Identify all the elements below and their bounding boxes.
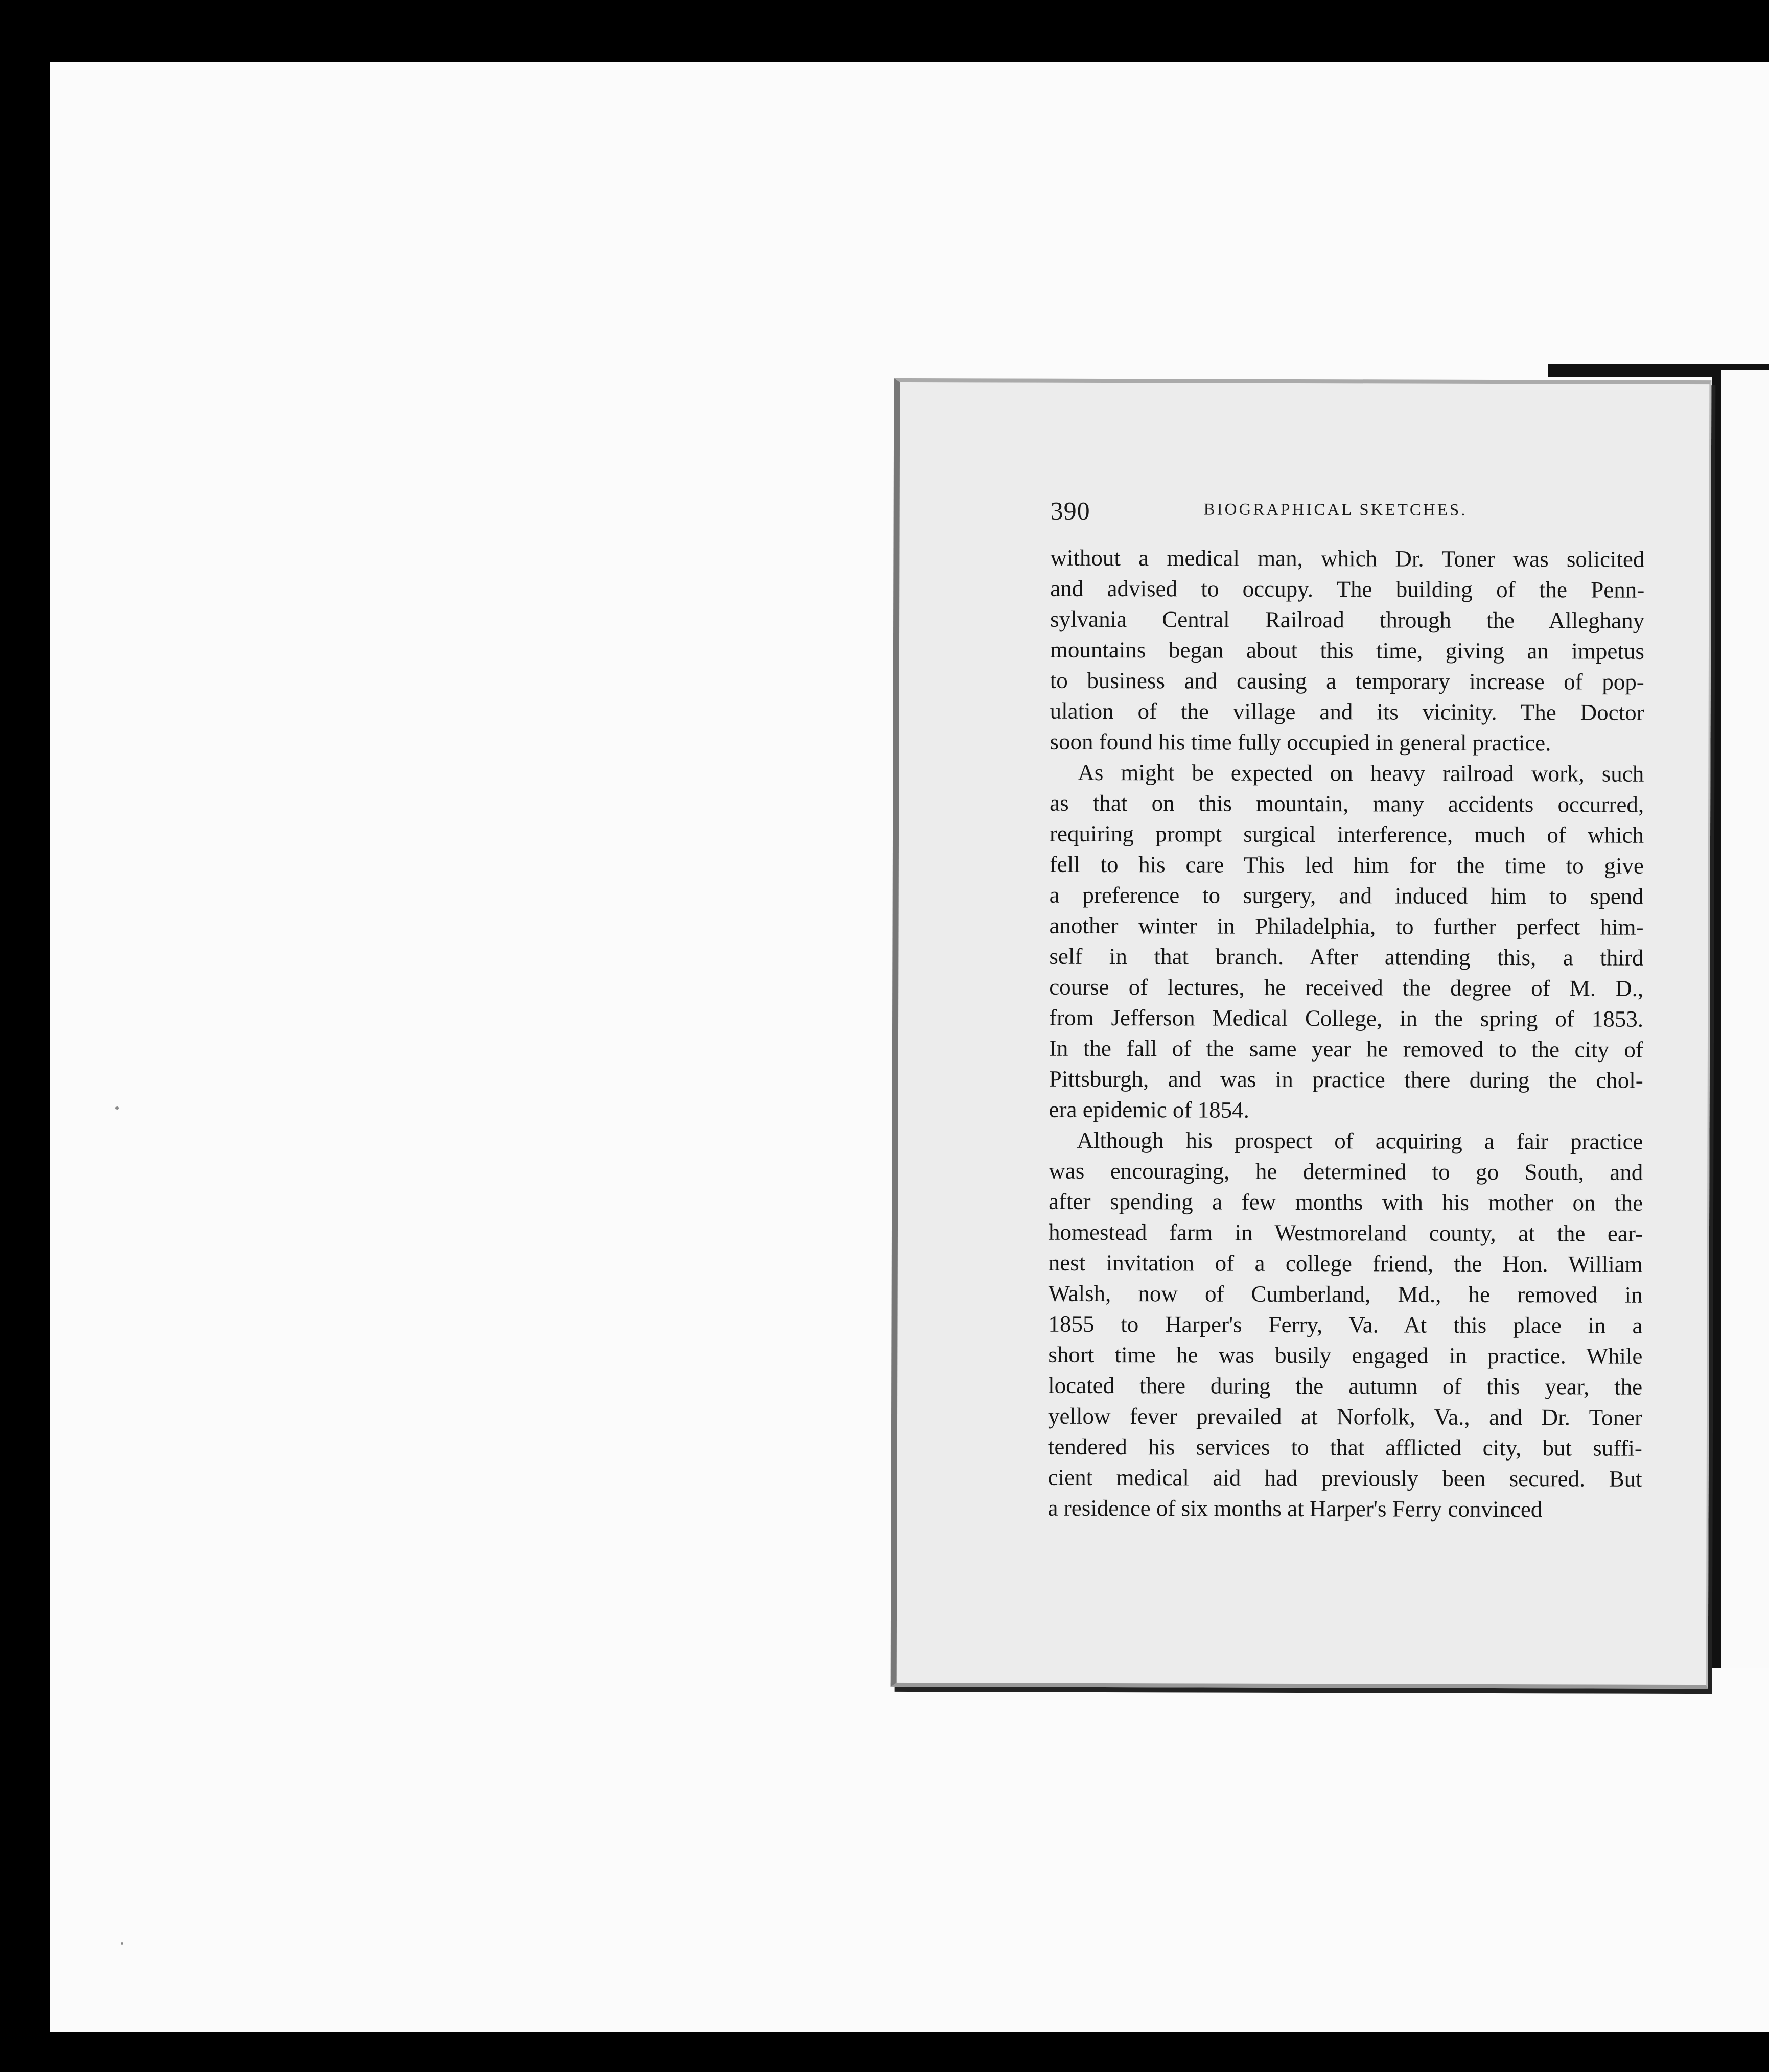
facing-page-edge: [1712, 370, 1769, 1668]
text-line: course of lectures, he received the degree of M. D.,: [1049, 974, 1644, 1001]
text-line: cient medical aid had previously been secured. But: [1048, 1464, 1642, 1492]
text-line: a preference to surgery, and induced him to spend: [1049, 882, 1644, 909]
text-line: and advised to occupy. The building of the Penn-: [1050, 575, 1645, 603]
text-line: short time he was busily engaged in practice. While: [1048, 1341, 1643, 1369]
book-page: [891, 378, 1712, 1689]
text-line: without a medical man, which Dr. Toner was solicited: [1050, 545, 1645, 572]
text-line: yellow fever prevailed at Norfolk, Va., and Dr. Toner: [1048, 1403, 1643, 1430]
text-line: In the fall of the same year he removed to the city of: [1049, 1035, 1643, 1063]
text-line: located there during the autumn of this year, the: [1048, 1372, 1643, 1400]
text-line: As might be expected on heavy railroad work, such: [1078, 759, 1644, 787]
text-line: another winter in Philadelphia, to further perfect him-: [1049, 912, 1644, 940]
text-line: mountains began about this time, giving an impetus: [1050, 637, 1645, 664]
text-line: as that on this mountain, many accidents occurred,: [1050, 790, 1644, 817]
text-line: Walsh, now of Cumberland, Md., he removed in: [1048, 1280, 1643, 1308]
scan-speck: [121, 1942, 123, 1945]
paragraph: [1048, 1125, 1643, 1525]
page-number: 390: [1050, 496, 1090, 525]
paragraph: [1049, 757, 1644, 1126]
text-line: nest invitation of a college friend, the Hon. William: [1048, 1250, 1643, 1277]
text-line: to business and causing a temporary increase of pop-: [1050, 667, 1644, 695]
text-line: soon found his time fully occupied in general practice.: [1050, 728, 1551, 756]
scan-bottom-border: [0, 2032, 1769, 2072]
text-line: homestead farm in Westmoreland county, at the ear-: [1048, 1219, 1643, 1246]
text-line: era epidemic of 1854.: [1049, 1096, 1250, 1123]
paragraph: [1050, 543, 1644, 759]
text-line: 1855 to Harper's Ferry, Va. At this place in a: [1048, 1311, 1643, 1338]
text-line: sylvania Central Railroad through the Alleghany: [1050, 606, 1645, 633]
text-line: was encouraging, he determined to go South, and: [1049, 1158, 1643, 1185]
text-line: from Jefferson Medical College, in the spring of 1853.: [1049, 1004, 1644, 1032]
text-line: fell to his care This led him for the time to give: [1049, 851, 1644, 879]
page-header: [1051, 496, 1645, 526]
text-line: requiring prompt surgical interference, much of which: [1049, 820, 1644, 848]
running-head: BIOGRAPHICAL SKETCHES.: [1203, 500, 1468, 520]
text-line: tendered his services to that afflicted city, but suffi-: [1048, 1433, 1642, 1461]
text-line: after spending a few months with his mother on the: [1049, 1188, 1643, 1216]
text-line: Pittsburgh, and was in practice there during the chol-: [1049, 1066, 1643, 1093]
text-line: self in that branch. After attending this, a third: [1049, 943, 1644, 971]
text-line: a residence of six months at Harper's Ferry convinced: [1048, 1495, 1543, 1522]
scan-speck: [115, 1106, 119, 1110]
body-text: [1048, 543, 1644, 1525]
text-line: ulation of the village and its vicinity. The Doctor: [1050, 698, 1644, 725]
text-line: Although his prospect of acquiring a fair practice: [1077, 1127, 1643, 1155]
